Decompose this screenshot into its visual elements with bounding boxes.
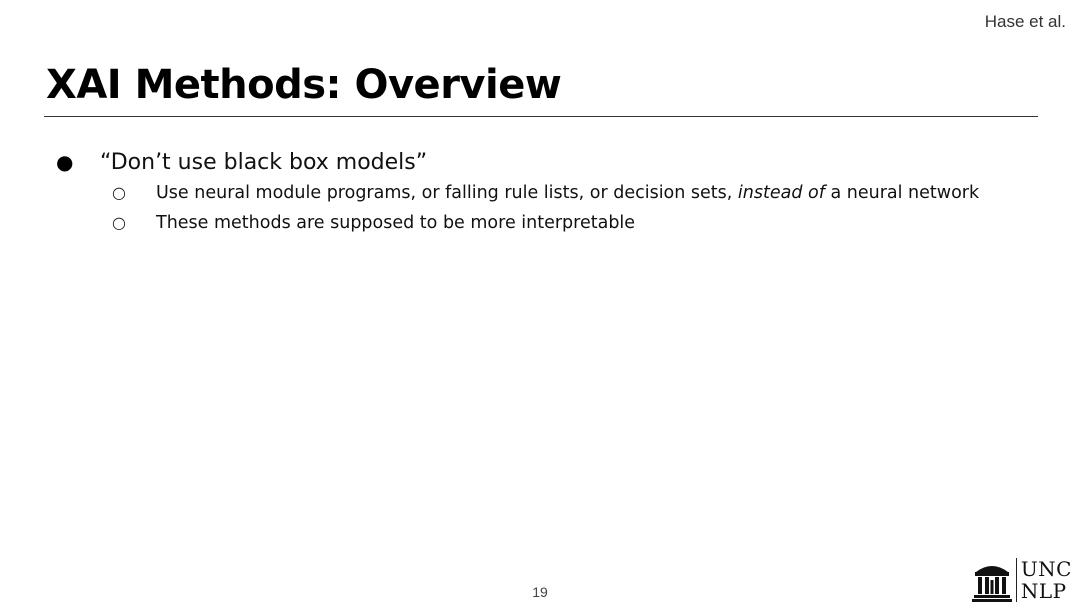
page-number: 19 xyxy=(532,584,548,600)
sub-bullet-text-start: Use neural module programs, or falling rule lists, or decision sets, xyxy=(156,183,738,203)
logo-text xyxy=(1021,558,1072,602)
title-divider xyxy=(44,116,1038,117)
logo-divider xyxy=(1016,558,1017,602)
bullet-text: “Don’t use black box models” xyxy=(100,150,428,175)
bullet-item xyxy=(56,146,1046,179)
slide-content xyxy=(56,146,1046,243)
hollow-bullet-icon: ○ xyxy=(112,183,126,202)
sub-bullet-item xyxy=(56,183,1046,213)
sub-bullet-text: These methods are supposed to be more interpretable xyxy=(156,213,636,233)
sub-bullet-text-end: a neural network xyxy=(824,183,980,203)
logo-line-nlp: NLP xyxy=(1020,579,1067,603)
slide-title: XAI Methods: Overview xyxy=(46,62,562,108)
sub-bullet-list xyxy=(56,183,1046,243)
hollow-bullet-icon: ○ xyxy=(112,213,126,232)
sub-bullet-text xyxy=(156,183,979,203)
logo-line-unc: UNC xyxy=(1020,557,1072,581)
author-citation: Hase et al. xyxy=(984,12,1066,31)
unc-nlp-logo xyxy=(972,558,1072,602)
bullet-dot-icon: ● xyxy=(56,150,74,174)
sub-bullet-item xyxy=(56,213,1046,243)
old-well-icon xyxy=(972,558,1012,602)
sub-bullet-emphasis: instead of xyxy=(737,183,825,203)
